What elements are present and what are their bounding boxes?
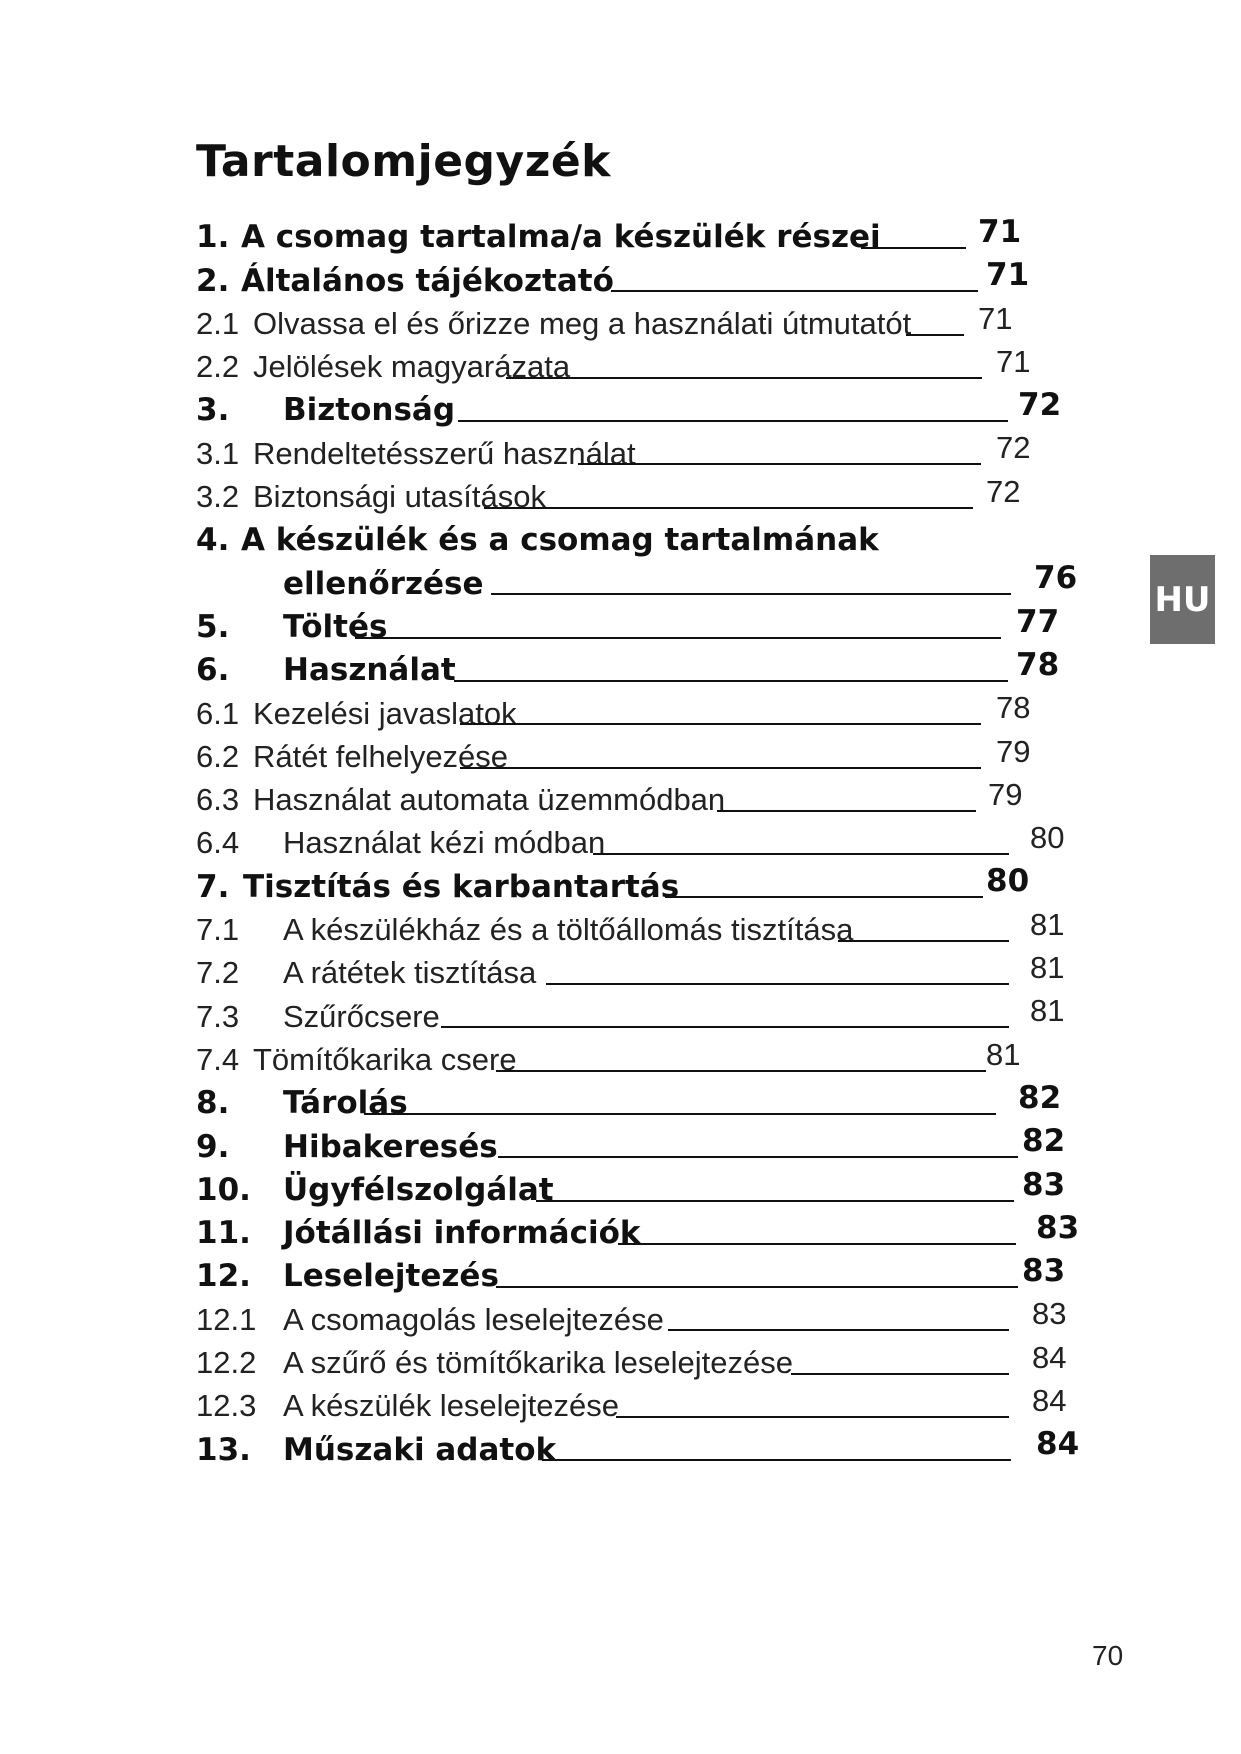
toc-entry-page: 77	[1016, 603, 1060, 640]
toc-leader-line	[460, 767, 981, 769]
toc-entry-title: Hibakeresés	[283, 1128, 498, 1165]
toc-entry-title: Olvassa el és őrizze meg a használati útmutatót	[253, 305, 912, 341]
toc-entry-page: 84	[1032, 1383, 1067, 1419]
toc-entry[interactable]	[196, 646, 1096, 689]
toc-entry-title: Jótállási információk	[283, 1215, 641, 1252]
toc-leader-line	[546, 983, 1009, 985]
toc-entry-number: 12.2	[196, 1345, 257, 1381]
toc-entry[interactable]	[196, 429, 1096, 472]
toc-entry-page: 71	[978, 214, 1022, 250]
toc-entry-number: 5.	[196, 608, 230, 645]
toc-leader-line	[861, 247, 966, 249]
toc-entry-number: 6.1	[196, 695, 240, 731]
toc-leader-line	[578, 463, 981, 465]
toc-entry-number: 7.4	[196, 1041, 240, 1077]
toc-leader-line	[364, 1113, 996, 1115]
toc-entry-page: 83	[1022, 1253, 1066, 1290]
toc-entry[interactable]	[196, 213, 1096, 256]
toc-leader-line	[355, 637, 1001, 639]
toc-entry-number: 11.	[196, 1215, 251, 1252]
toc-entry-title: Biztonság	[283, 392, 456, 429]
toc-leader-line	[460, 723, 981, 725]
toc-entry-number: 7.2	[196, 955, 240, 991]
toc-leader-line	[791, 1373, 1009, 1375]
toc-entry-page: 83	[1036, 1209, 1080, 1246]
toc-entry-title: Használat kézi módban	[283, 825, 606, 861]
toc-entry-page: 84	[1036, 1426, 1080, 1463]
toc-entry[interactable]	[196, 906, 1096, 949]
toc-entry[interactable]	[196, 1079, 1096, 1122]
toc-entry-page: 82	[1018, 1079, 1062, 1116]
toc-entry-number: 6.	[196, 652, 230, 689]
toc-entry-page: 78	[1016, 646, 1060, 683]
toc-entry-title: Jelölések magyarázata	[253, 349, 571, 385]
toc-entry-page: 72	[1018, 387, 1062, 424]
toc-entry-title: Tömítőkarika csere	[253, 1041, 517, 1077]
toc-leader-line	[668, 1329, 1009, 1331]
toc-leader-line	[536, 1200, 1014, 1202]
page-title: Tartalomjegyzék	[196, 136, 611, 187]
toc-entry[interactable]	[196, 949, 1096, 992]
toc-entry-number: 8.	[196, 1085, 230, 1122]
toc-entry-title: Tárolás	[283, 1085, 408, 1122]
toc-entry-page: 79	[996, 733, 1031, 769]
toc-leader-line	[496, 1070, 986, 1072]
toc-entry[interactable]	[196, 689, 1096, 732]
toc-entry-number: 3.1	[196, 435, 240, 471]
toc-entry-title: A rátétek tisztítása	[283, 955, 537, 991]
toc-entry[interactable]	[196, 1339, 1096, 1382]
toc-entry-title: Rendeltetésszerű használat	[253, 435, 636, 471]
table-of-contents	[196, 213, 1096, 1469]
toc-entry-title: Rátét felhelyezése	[253, 738, 509, 774]
toc-entry-page: 80	[986, 863, 1030, 900]
toc-leader-line	[454, 680, 1008, 682]
toc-leader-line	[496, 1286, 1018, 1288]
toc-entry-title: Használat	[283, 652, 456, 689]
toc-entry-title: Műszaki adatok	[283, 1431, 557, 1468]
toc-entry-title: Kezelési javaslatok	[253, 695, 517, 731]
toc-entry[interactable]	[196, 1122, 1096, 1165]
toc-entry-number: 12.	[196, 1258, 251, 1295]
toc-leader-line	[616, 1416, 1009, 1418]
toc-leader-line	[593, 853, 1009, 855]
toc-leader-line	[838, 940, 1009, 942]
toc-entry[interactable]	[196, 1425, 1096, 1468]
toc-entry-number: 7.1	[196, 912, 240, 948]
toc-entry-page: 71	[978, 300, 1013, 336]
toc-entry-number: 12.3	[196, 1388, 257, 1424]
toc-entry-page: 71	[986, 257, 1030, 294]
toc-entry-page: 81	[986, 1036, 1021, 1072]
toc-entry-title: Leselejtezés	[283, 1258, 499, 1295]
toc-entry-page: 81	[1030, 906, 1065, 942]
toc-leader-line	[906, 334, 964, 336]
toc-leader-line	[665, 896, 983, 898]
toc-entry-number: 3.	[196, 392, 230, 429]
toc-entry[interactable]	[196, 559, 1096, 602]
toc-entry-number: 9.	[196, 1128, 230, 1165]
toc-leader-line	[484, 507, 973, 509]
toc-entry-page: 79	[988, 776, 1023, 812]
toc-entry[interactable]	[196, 1295, 1096, 1338]
toc-entry-page: 81	[1030, 993, 1065, 1029]
toc-entry-page: 76	[1034, 560, 1078, 597]
toc-entry-title: Használat automata üzemmódban	[253, 782, 726, 818]
toc-entry-number: 3.2	[196, 479, 240, 515]
toc-entry-page: 83	[1022, 1166, 1066, 1203]
toc-leader-line	[506, 377, 982, 379]
toc-entry[interactable]	[196, 862, 1096, 905]
toc-entry[interactable]	[196, 992, 1096, 1035]
toc-entry-number: 12.1	[196, 1301, 257, 1337]
toc-entry-page: 84	[1032, 1339, 1067, 1375]
language-tab: HU	[1150, 555, 1215, 644]
toc-entry[interactable]	[196, 733, 1096, 776]
toc-entry-number: 6.3	[196, 782, 240, 818]
toc-entry-number: 2.	[196, 262, 230, 299]
toc-entry-title: A szűrő és tömítőkarika leselejtezése	[283, 1345, 794, 1381]
toc-entry-number: 13.	[196, 1431, 251, 1468]
toc-entry[interactable]	[196, 1209, 1096, 1252]
toc-entry-page: 71	[996, 343, 1031, 379]
toc-entry-page: 72	[996, 430, 1031, 466]
toc-entry-number: 2.2	[196, 349, 240, 385]
toc-entry-title: A készülék leselejtezése	[283, 1388, 620, 1424]
toc-leader-line	[542, 1459, 1011, 1461]
toc-leader-line	[441, 1026, 1009, 1028]
toc-entry-title: Töltés	[283, 608, 388, 645]
toc-entry-page: 83	[1032, 1296, 1067, 1332]
toc-entry[interactable]	[196, 1252, 1096, 1295]
toc-leader-line	[491, 593, 1011, 595]
toc-entry-title: A csomag tartalma/a készülék részei	[241, 219, 881, 256]
toc-entry-title: Szűrőcsere	[283, 998, 440, 1034]
toc-leader-line	[498, 1156, 1018, 1158]
toc-entry-page: 78	[996, 690, 1031, 726]
toc-entry[interactable]	[196, 473, 1096, 516]
toc-entry-page: 81	[1030, 950, 1065, 986]
toc-entry-number: 6.2	[196, 738, 240, 774]
toc-entry-number: 4.	[196, 522, 230, 559]
toc-entry[interactable]	[196, 819, 1096, 862]
toc-entry-number: 1.	[196, 219, 230, 256]
toc-entry[interactable]	[196, 256, 1096, 299]
toc-entry[interactable]	[196, 516, 1096, 559]
toc-entry[interactable]	[196, 776, 1096, 819]
toc-entry[interactable]	[196, 1036, 1096, 1079]
page-number: 70	[1092, 1640, 1124, 1671]
toc-leader-line	[611, 290, 978, 292]
toc-entry-title: A készülék és a csomag tartalmának	[241, 522, 879, 559]
toc-entry-number: 7.3	[196, 998, 240, 1034]
toc-leader-line	[458, 420, 1008, 422]
toc-entry-number: 10.	[196, 1171, 251, 1208]
toc-entry-page: 72	[986, 473, 1021, 509]
toc-leader-line	[717, 810, 976, 812]
toc-entry-page: 80	[1030, 820, 1065, 856]
toc-entry-number: 7.	[196, 868, 230, 905]
toc-entry-page: 82	[1022, 1123, 1066, 1160]
toc-entry-number: 2.1	[196, 305, 240, 341]
toc-entry-title: Biztonsági utasítások	[253, 479, 546, 515]
toc-entry[interactable]	[196, 300, 1096, 343]
toc-entry[interactable]	[196, 603, 1096, 646]
toc-entry[interactable]	[196, 1166, 1096, 1209]
toc-entry[interactable]	[196, 343, 1096, 386]
toc-leader-line	[618, 1243, 1016, 1245]
toc-entry-title: A készülékház és a töltőállomás tisztítása	[283, 912, 854, 948]
toc-entry-title: Tisztítás és karbantartás	[243, 868, 680, 905]
toc-entry-title: ellenőrzése	[283, 565, 484, 602]
toc-entry[interactable]	[196, 1382, 1096, 1425]
toc-entry[interactable]	[196, 386, 1096, 429]
toc-entry-title: Ügyfélszolgálat	[283, 1171, 554, 1208]
toc-entry-title: A csomagolás leselejtezése	[283, 1301, 664, 1337]
toc-entry-number: 6.4	[196, 825, 240, 861]
toc-entry-title: Általános tájékoztató	[241, 262, 614, 299]
